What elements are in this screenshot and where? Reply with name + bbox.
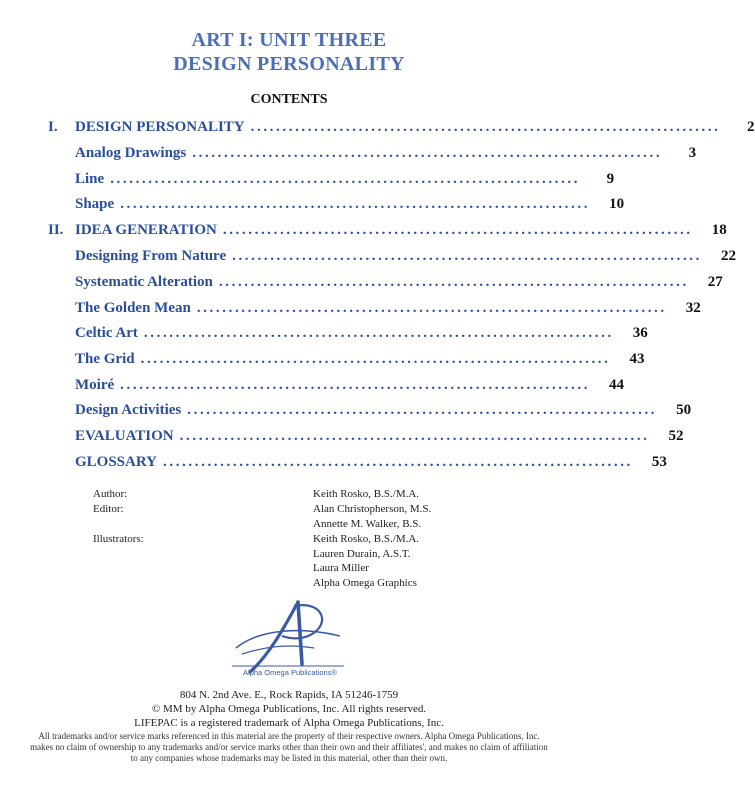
toc-entry-title: The Grid — [75, 351, 135, 367]
toc-leader-dots: .......................................................................... — [143, 325, 614, 341]
toc-row-the-grid[interactable] — [48, 351, 645, 371]
contents-heading: CONTENTS — [250, 92, 328, 107]
toc-leader-dots: .......................................................................... — [110, 171, 581, 187]
toc-page-number: 9 — [606, 171, 615, 187]
toc-leader-dots: .......................................................................... — [218, 274, 689, 290]
toc-row-idea-generation[interactable] — [48, 222, 727, 242]
toc-entry-title: EVALUATION — [75, 428, 174, 444]
toc-entry-title: Analog Drawings — [75, 145, 187, 161]
toc-leader-dots: .......................................................................... — [120, 196, 591, 212]
publisher-info — [0, 688, 578, 730]
toc-leader-dots: .......................................................................... — [187, 402, 658, 418]
toc-page-number: 32 — [685, 300, 701, 316]
illustrator-name: Keith Rosko, B.S./M.A. — [313, 533, 420, 545]
toc-entry-title: Shape — [75, 196, 115, 212]
toc-entry-title: Design Activities — [75, 402, 182, 418]
toc-row-design-activities[interactable] — [48, 402, 692, 422]
toc-entry-title: Celtic Art — [75, 325, 138, 341]
toc-row-designing-from-nature[interactable] — [48, 248, 737, 268]
toc-page-number: 22 — [721, 248, 737, 264]
toc-leader-dots: .......................................................................... — [163, 454, 633, 470]
toc-row-golden-mean[interactable] — [48, 300, 701, 320]
unit-title-line1: ART I: UNIT THREE — [191, 29, 387, 51]
toc-row-moire[interactable] — [48, 377, 625, 397]
toc-leader-dots: .......................................................................... — [196, 300, 667, 316]
toc-entry-title: DESIGN PERSONALITY — [75, 119, 245, 135]
toc-entry-title: GLOSSARY — [75, 454, 157, 470]
disclaimer-line: to any companies whose trademarks may be listed in this material, other than their own. — [130, 753, 448, 764]
toc-section-number: II. — [48, 222, 64, 238]
disclaimer-line: makes no claim of ownership to any trademarks and/or service marks other than their own and their affiliates', and makes no claim of affiliation — [30, 742, 548, 753]
toc-leader-dots: .......................................................................... — [192, 145, 663, 161]
toc-page-number: 3 — [688, 145, 697, 161]
illustrator-name: Lauren Durain, A.S.T. — [313, 548, 411, 560]
toc-entry-title: Systematic Alteration — [75, 274, 213, 290]
toc-row-line[interactable] — [48, 171, 615, 191]
author-name: Keith Rosko, B.S./M.A. — [313, 488, 420, 500]
toc-page-number: 10 — [609, 196, 625, 212]
publisher-name: Alpha Omega Publications® — [243, 668, 337, 677]
illustrator-name: Laura Miller — [313, 562, 369, 574]
toc-page-number: 43 — [629, 351, 645, 367]
editor-name: Alan Christopherson, M.S. — [313, 503, 432, 515]
toc-page-number: 18 — [711, 222, 727, 238]
toc-entry-title: Moiré — [75, 377, 115, 393]
toc-entry-title: Line — [75, 171, 105, 187]
toc-entry-title: The Golden Mean — [75, 300, 191, 316]
disclaimer-line: All trademarks and/or service marks referenced in this material are the property of their respective owners. Alpha Omega Publications, Inc. — [38, 731, 540, 741]
toc-leader-dots: .......................................................................... — [140, 351, 611, 367]
toc-row-analog-drawings[interactable] — [48, 145, 697, 165]
toc-page-number: 53 — [651, 454, 667, 470]
toc-leader-dots: .......................................................................... — [232, 248, 703, 264]
toc-row-systematic-alteration[interactable] — [48, 274, 723, 294]
toc-leader-dots: .......................................................................... — [250, 119, 721, 135]
toc-entry-title: Designing From Nature — [75, 248, 227, 264]
toc-row-celtic-art[interactable] — [48, 325, 648, 345]
trademark-notice: LIFEPAC is a registered trademark of Alpha Omega Publications, Inc. — [134, 717, 444, 729]
toc-page-number: 36 — [632, 325, 648, 341]
toc-row-glossary[interactable] — [48, 454, 667, 474]
toc-leader-dots: .......................................................................... — [222, 222, 693, 238]
toc-page-number: 44 — [609, 377, 625, 393]
toc-page-number: 50 — [676, 402, 692, 418]
copyright-notice: © MM by Alpha Omega Publications, Inc. All rights reserved. — [151, 703, 427, 715]
editor-name: Annette M. Walker, B.S. — [313, 518, 422, 530]
trademark-disclaimer — [0, 731, 578, 765]
illustrators-label: Illustrators: — [93, 533, 144, 545]
publisher-address: 804 N. 2nd Ave. E., Rock Rapids, IA 51246-1759 — [179, 689, 399, 701]
toc-page-number: 52 — [668, 428, 684, 444]
toc-row-design-personality[interactable] — [48, 119, 755, 139]
toc-leader-dots: .......................................................................... — [179, 428, 650, 444]
toc-section-number: I. — [48, 119, 58, 135]
author-label: Author: — [93, 488, 128, 500]
toc-page-number: 2 — [747, 119, 755, 135]
toc-page-number: 27 — [707, 274, 723, 290]
toc-entry-title: IDEA GENERATION — [75, 222, 217, 238]
toc-leader-dots: .......................................................................... — [120, 377, 591, 393]
illustrator-name: Alpha Omega Graphics — [313, 577, 417, 589]
toc-row-shape[interactable] — [48, 196, 625, 216]
unit-title-line2: DESIGN PERSONALITY — [173, 53, 405, 75]
editor-label: Editor: — [93, 503, 124, 515]
toc-row-evaluation[interactable] — [48, 428, 684, 448]
